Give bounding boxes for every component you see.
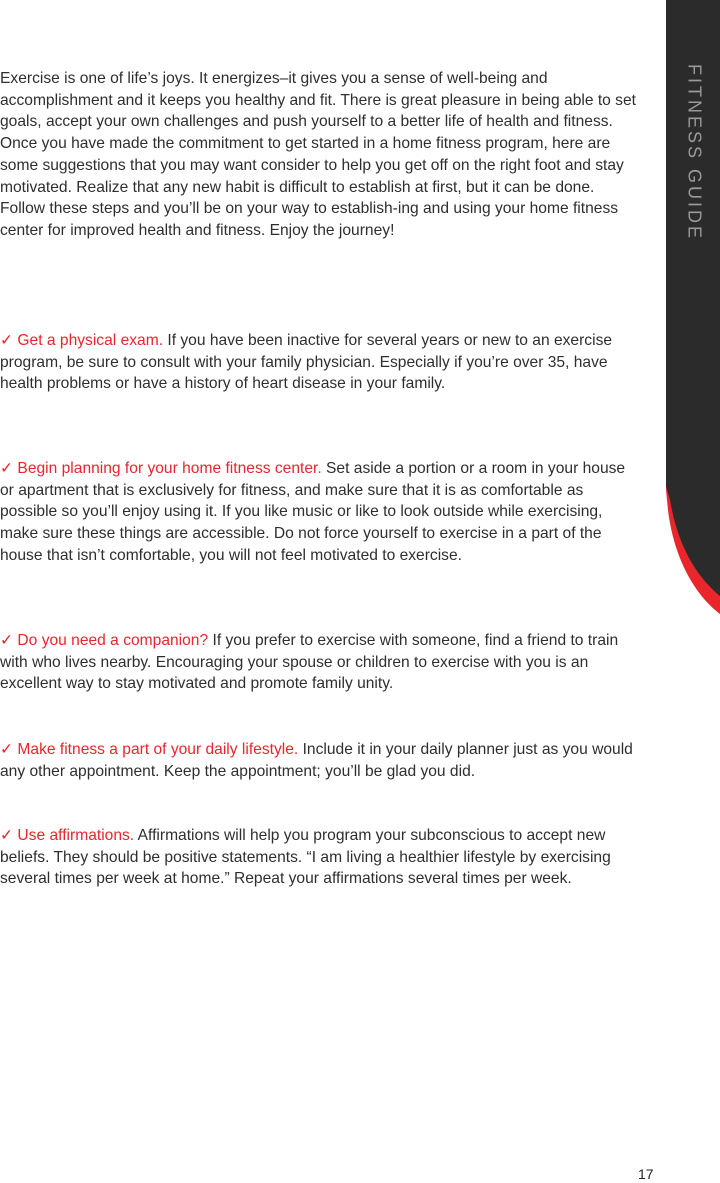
intro-paragraph-2: Once you have made the commitment to get started in a home fitness program, here are some suggestions that you may want consider to help you get off on the right foot and stay motivated. Realize that any new habit is difficult to establish at first, but it can be done. Follow these steps and you’ll be on your way to establish-ing and using your home fitness center for improved health and fitness. Enjoy the journey!: [0, 135, 624, 239]
tip-plan-fitness-center: [0, 458, 640, 567]
tip-body: Set aside a portion or a room in your house or apartment that is exclusively for fitness, and make sure that it is as comfortable as possible so you’ll enjoy using it. If you like music or like to look outside while exercising, make sure these things are accessible. Do not force yourself to exercise in a part of the house that isn’t comfortable, you will not feel motivated to exercise.: [0, 460, 626, 564]
tip-affirmations: [0, 825, 640, 890]
tip-body: Affirmations will help you program your subconscious to accept new beliefs. They should be positive statements. “I am living a healthier lifestyle by exercising several times per week at home.” Repeat your affirmations several times per week.: [0, 827, 611, 888]
intro-section: [0, 68, 640, 242]
tip-body: If you prefer to exercise with someone, find a friend to train with who lives nearby. Encouraging your spouse or children to exercise with you is an excellent way to stay motivated and promote family unity.: [0, 632, 619, 693]
side-tab-label: [668, 64, 720, 254]
tip-heading: Begin planning for your home fitness center.: [17, 460, 322, 477]
tip-heading: Make fitness a part of your daily lifestyle.: [17, 741, 299, 758]
tip-body: Include it in your daily planner just as you would any other appointment. Keep the appointment; you’ll be glad you did.: [0, 741, 633, 780]
intro-paragraph-1: Exercise is one of life’s joys. It energizes–it gives you a sense of well-being and accomplishment and it keeps you healthy and fit. There is great pleasure in being able to set goals, accept your own challenges and push yourself to a better life of health and fitness.: [0, 70, 636, 131]
check-icon: ✓: [0, 827, 14, 844]
tip-heading: Do you need a companion?: [17, 632, 209, 649]
tip-daily-lifestyle: [0, 739, 640, 782]
check-icon: ✓: [0, 741, 14, 758]
check-icon: ✓: [0, 332, 14, 349]
fitness-guide-label: FITNESS GUIDE: [684, 64, 705, 242]
tip-heading: Get a physical exam.: [17, 332, 164, 349]
tip-heading: Use affirmations.: [17, 827, 135, 844]
check-icon: ✓: [0, 632, 14, 649]
tip-physical-exam: [0, 330, 640, 395]
tip-companion: [0, 630, 640, 695]
tip-body: If you have been inactive for several years or new to an exercise program, be sure to consult with your family physician. Especially if you’re over 35, have health problems or have a history of heart disease in your family.: [0, 332, 613, 393]
check-icon: ✓: [0, 460, 14, 477]
page-number: 17: [638, 1166, 654, 1182]
